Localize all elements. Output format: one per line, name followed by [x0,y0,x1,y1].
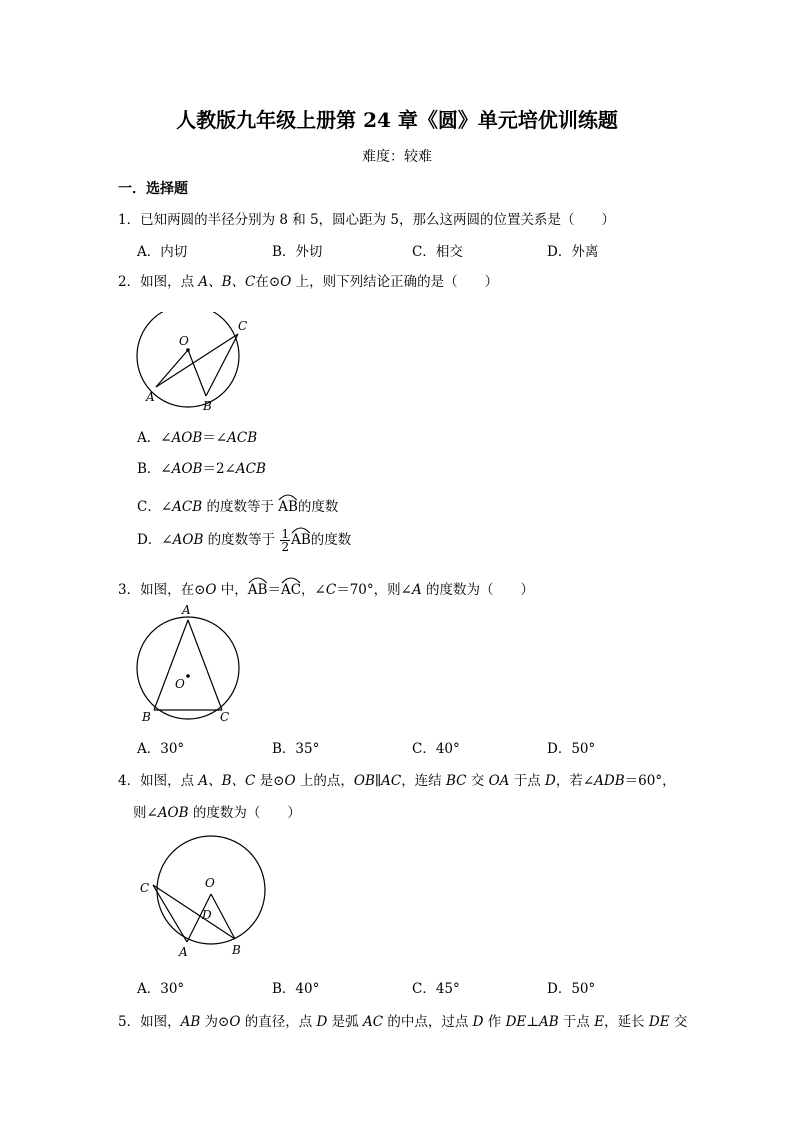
section-heading: 一．选择题 [118,181,188,197]
fraction-one-half: $\frac{1}{2}$ [281,527,290,554]
q4-label-d: D [202,908,212,922]
q3-label-o: O [175,677,185,691]
q3-option-c: C．40° [412,741,460,757]
page-title: 人教版九年级上册第 24 章《圆》单元培优训练题 [176,108,618,132]
q3-circle-figure [130,603,250,728]
question-2-text: 2．如图，点 A、B、C在⊙O 上，则下列结论正确的是（ ） [118,274,499,290]
q4-option-b: B．40° [272,981,320,997]
q4-label-a: A [179,945,188,959]
question-5-text: 5．如图，AB 为⊙O 的直径，点 D 是弧 AC 的中点，过点 D 作 DE⊥AB 于点 E，延长 DE 交 [118,1014,688,1030]
q4-option-a: A．30° [137,981,185,997]
q3-option-d: D．50° [547,741,596,757]
q3-option-b: B．35° [272,741,320,757]
q3-label-c: C [220,710,230,724]
q2-option-c: C．∠ACB 的度数等于 AB的度数 [137,495,338,515]
q2-label-c: C [238,319,248,333]
q4-option-d: D．50° [547,981,596,997]
q2-label-b: B [203,399,212,412]
q4-label-c: C [140,881,150,895]
q4-circle-figure [135,832,270,960]
difficulty-label: 难度：较难 [362,149,432,165]
q2-option-d: D．∠AOB 的度数等于 $\frac{1}{2}$ AB的度数 [137,527,352,554]
q2-label-o: O [179,334,189,348]
q2-option-b: B．∠AOB＝2∠ACB [137,461,266,477]
q1-option-a: A．内切 [137,244,188,260]
q2-option-a: A．∠AOB＝∠ACB [137,430,258,446]
q3-label-a: A [182,603,191,617]
q2-circle-figure [130,312,260,412]
q4-label-b: B [232,943,241,957]
q2-label-a: A [146,390,155,404]
q2-arc-ab: AB [278,499,298,515]
q4-option-c: C．45° [412,981,460,997]
q3-option-a: A．30° [137,741,185,757]
question-3-text: 3．如图，在⊙O 中， AB＝ AC，∠C＝70°，则∠A 的度数为（ ） [118,578,534,598]
question-4-line-2: 则∠AOB 的度数为（ ） [133,805,301,821]
q1-option-d: D．外离 [547,244,599,260]
q4-label-o: O [205,876,215,890]
q3-label-b: B [142,710,151,724]
question-1-text: 1．已知两圆的半径分别为 8 和 5，圆心距为 5，那么这两圆的位置关系是（ ） [118,212,616,228]
q1-option-c: C．相交 [412,244,463,260]
question-4-line-1: 4．如图，点 A、B、C 是⊙O 上的点，OB∥AC，连结 BC 交 OA 于点 D，若∠ADB＝60°， [118,773,676,789]
q1-option-b: B．外切 [272,244,323,260]
